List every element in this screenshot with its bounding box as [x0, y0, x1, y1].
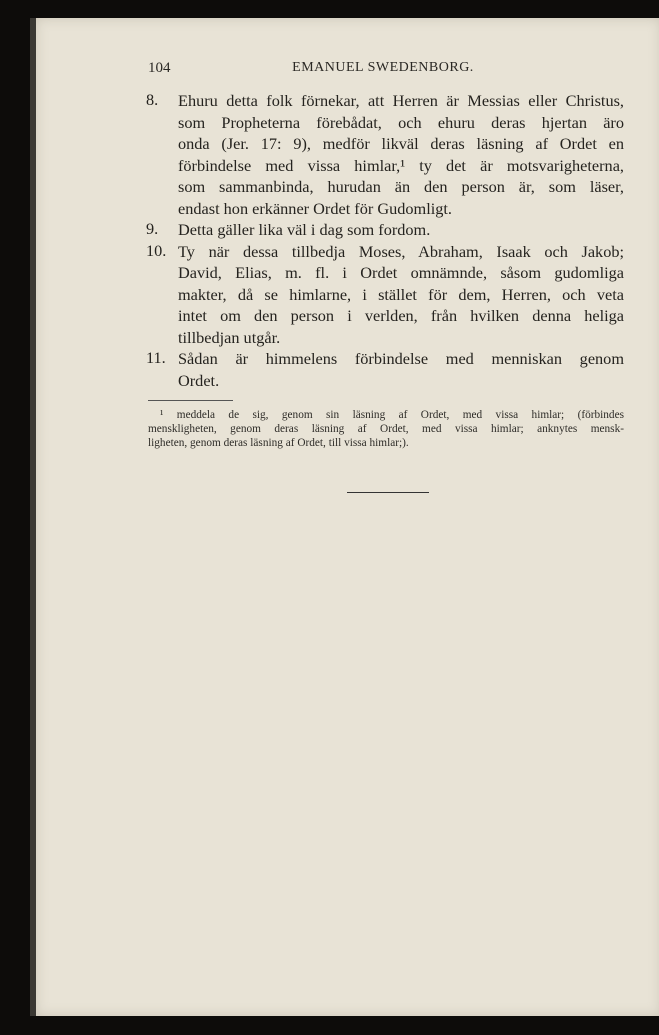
footnote: [148, 408, 624, 450]
numbered-paragraph: [148, 241, 624, 349]
footnote-divider: [148, 400, 233, 401]
paragraph-number: 11.: [146, 348, 166, 367]
running-title: EMANUEL SWEDENBORG.: [292, 60, 474, 75]
text-line: Sådan är himmelens förbindelse med menniskan genom: [178, 349, 624, 368]
text-line: förbindelse med vissa himlar,¹ ty det är motsvarigheterna,: [178, 155, 624, 175]
paragraph-number: 8.: [146, 90, 159, 109]
text-line: Detta gäller lika väl i dag som fordom.: [178, 220, 431, 239]
text-line: David, Elias, m. fl. i Ordet omnämnde, såsom gudomliga: [178, 263, 624, 282]
numbered-paragraph: [148, 219, 624, 241]
end-divider: [347, 492, 429, 493]
book-page: [30, 18, 659, 1016]
page-number: 104: [148, 60, 171, 76]
paragraph-number: 10.: [146, 240, 167, 260]
footnote-line: menskligheten, genom deras läsning af Ordet, med vissa himlar; anknytes mensk-: [148, 423, 624, 435]
text-line: Ordet.: [178, 370, 220, 390]
text-line: makter, då se himlarne, i stället för dem, Herren, och veta: [178, 284, 624, 304]
main-text: [148, 90, 624, 391]
text-line: onda (Jer. 17: 9), medför likväl deras läsning af Ordet en: [178, 134, 624, 153]
text-line: endast hon erkänner Ordet för Gudomligt.: [178, 198, 452, 218]
text-line: tillbedjan utgår.: [178, 327, 281, 347]
footnote-line: ¹ meddela de sig, genom sin läsning af Ordet, med vissa himlar; (förbindes: [160, 409, 624, 421]
text-line: Ty när dessa tillbedja Moses, Abraham, Isaak och Jakob;: [178, 241, 624, 261]
text-line: intet om den person i verlden, från hvilken denna heliga: [178, 306, 624, 325]
text-line: Ehuru detta folk förnekar, att Herren är Messias eller Christus,: [178, 91, 624, 110]
paragraph-number: 9.: [146, 219, 159, 238]
footnote-line: ligheten, genom deras läsning af Ordet, till vissa himlar;).: [148, 437, 409, 449]
text-line: som sammanbinda, hurudan än den person är, som läser,: [178, 177, 624, 196]
numbered-paragraph: [148, 348, 624, 391]
text-line: som Propheterna förebådat, och ehuru deras hjertan äro: [178, 112, 624, 132]
numbered-paragraph: [148, 90, 624, 219]
